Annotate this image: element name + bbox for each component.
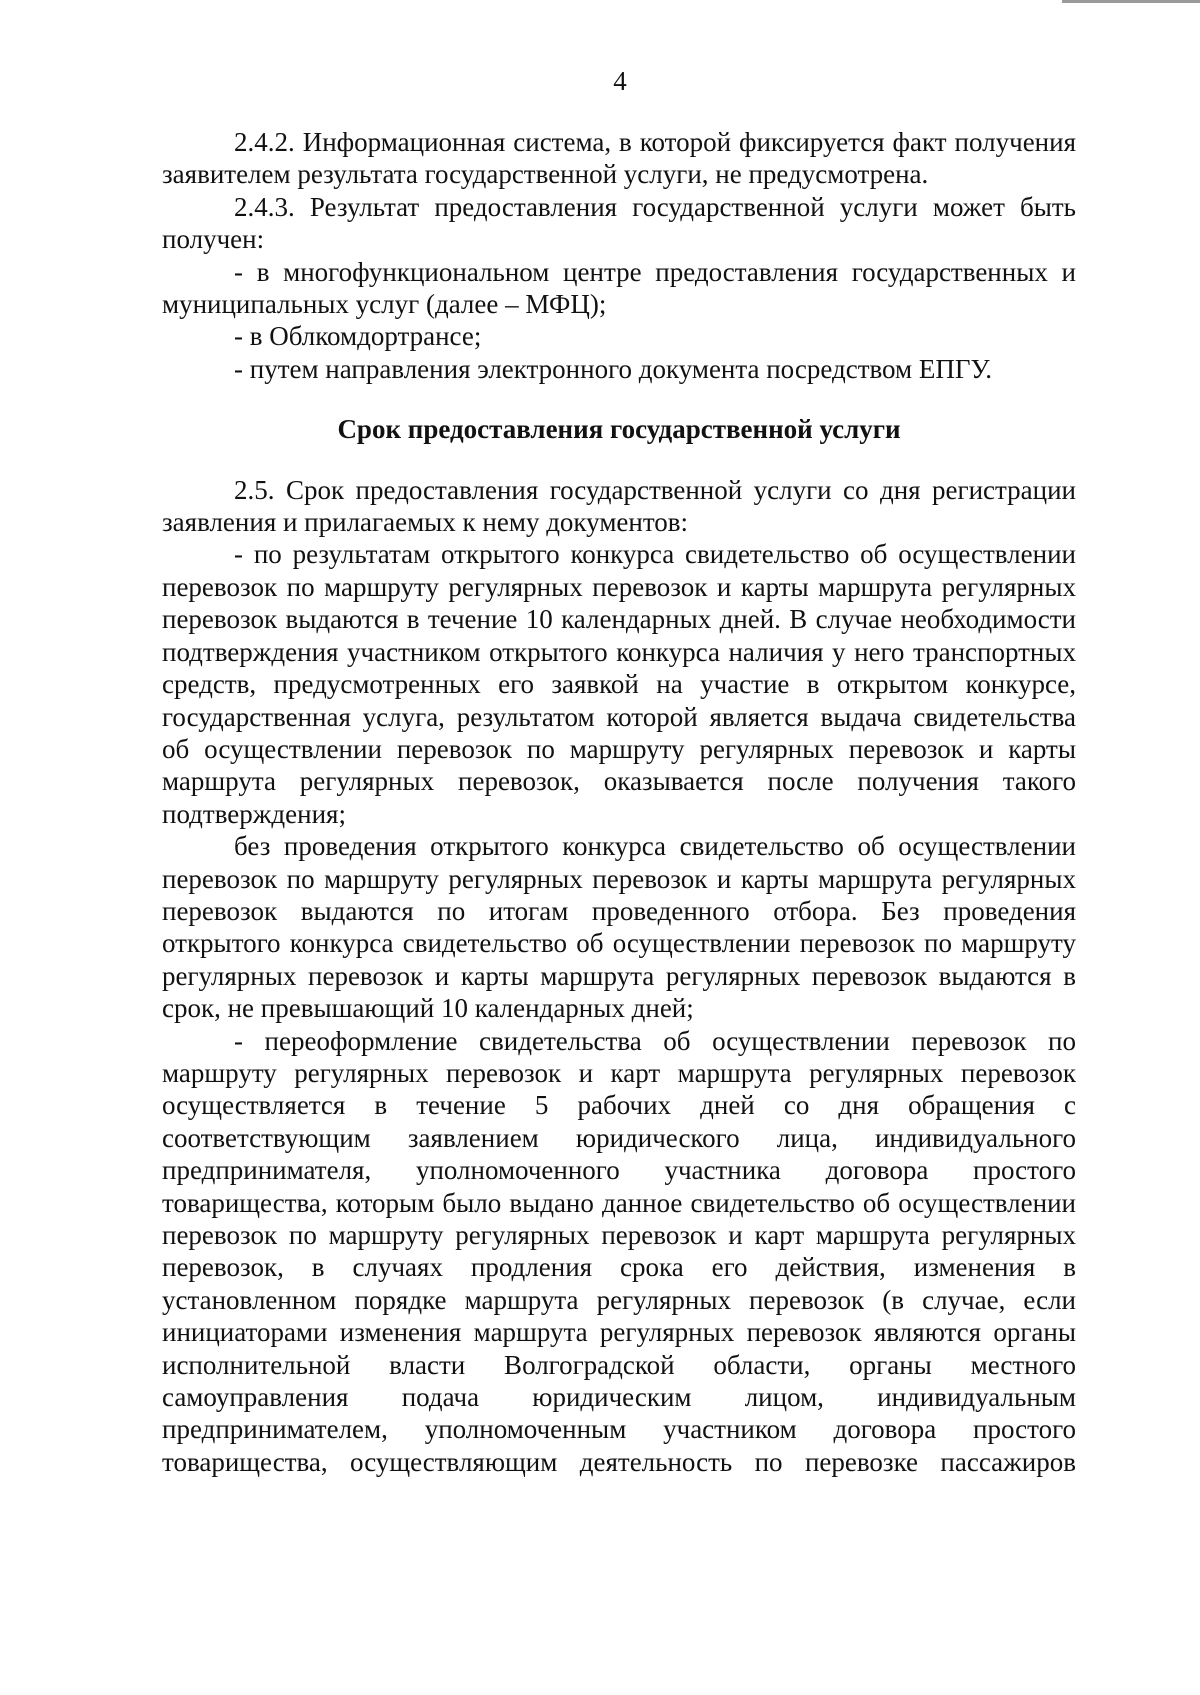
paragraph-2-5-intro: 2.5. Срок предоставления государственной услуги со дня регистрации заявления и прилагаемых к нему документов:: [162, 474, 1076, 538]
paragraph-2-4-3: 2.4.3. Результат предоставления государственной услуги может быть получен:: [162, 191, 1076, 255]
list-item: - в многофункциональном центре предоставления государственных и муниципальных услуг (далее – МФЦ);: [162, 256, 1076, 320]
scan-edge-line: [1062, 0, 1200, 3]
list-item: - в Облкомдортрансе;: [234, 321, 482, 352]
section-heading: Срок предоставления государственной услуги: [337, 414, 901, 445]
paragraph-2-4-2: 2.4.2. Информационная система, в которой фиксируется факт получения заявителем результата государственной услуги, не предусмотрена.: [162, 127, 1076, 190]
page-number: 4: [613, 66, 627, 96]
paragraph-open-competition: - по результатам открытого конкурса свидетельство об осуществлении перевозок по маршруту регулярных перевозок и карты маршрута регулярных перевозок выдаются в течение 10 календарных дней. В случае необходимости подтверждения участником открытого конкурса наличия у него транспортных средств, предусмотренных его заявкой на участие в открытом конкурсе, государственная услуга, результатом которой является выдача свидетельства об осуществлении перевозок по маршруту регулярных перевозок и карты маршрута регулярных перевозок, оказывается после получения такого подтверждения;: [162, 539, 1076, 829]
document-body: [162, 126, 1076, 1478]
paragraph-reissue: - переоформление свидетельства об осуществлении перевозок по маршруту регулярных перевозок и карт маршрута регулярных перевозок осуществляется в течение 5 рабочих дней со дня обращения с соответствующим заявлением юридического лица, индивидуального предпринимателя, уполномоченного участника договора простого товарищества, которым было выдано данное свидетельство об осуществлении перевозок по маршруту регулярных перевозок и карт маршрута регулярных перевозок, в случаях продления срока его действия, изменения в установленном порядке маршрута регулярных перевозок (в случае, если инициаторами изменения маршрута регулярных перевозок являются органы исполнительной власти Волгоградской области, органы местного самоуправления подача юридическим лицом, индивидуальным предпринимателем, уполномоченным участником договора простого товарищества, осуществляющим деятельность по перевозке пассажиров: [162, 1025, 1076, 1477]
paragraph-without-competition: без проведения открытого конкурса свидетельство об осуществлении перевозок по маршруту регулярных перевозок и карты маршрута регулярных перевозок выдаются по итогам проведенного отбора. Без проведения открытого конкурса свидетельство об осуществлении перевозок по маршруту регулярных перевозок и карты маршрута регулярных перевозок выдаются в срок, не превышающий 10 календарных дней;: [162, 831, 1076, 1024]
list-item: - путем направления электронного документа посредством ЕПГУ.: [234, 353, 992, 384]
